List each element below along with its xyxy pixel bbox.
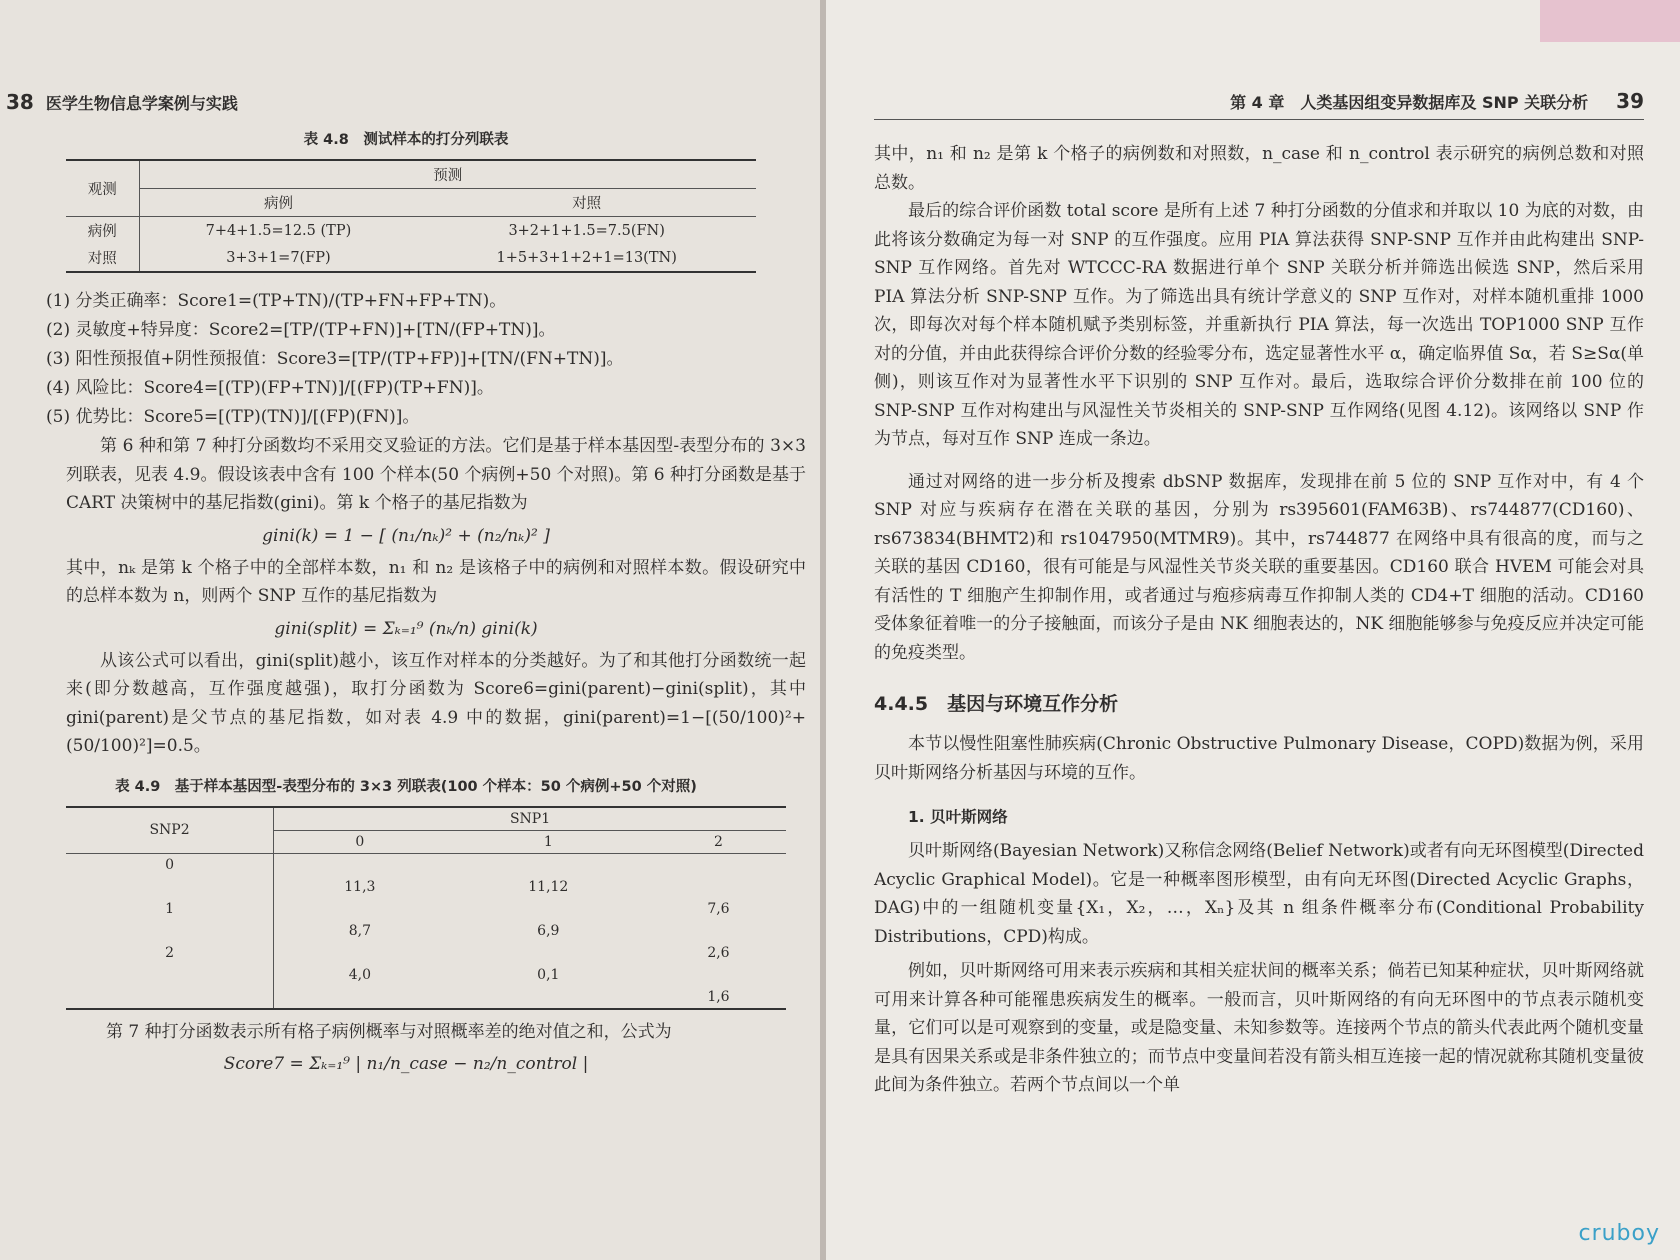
cell: 6,9 [537,922,560,939]
col-header: 0 [274,830,446,853]
gini-split-formula: gini(split) = Σₖ₌₁⁹ (nₖ/n) gini(k) [274,618,538,639]
score7-formula: Score7 = Σₖ₌₁⁹ | n₁/n_case − n₂/n_control | [223,1054,589,1074]
case-header: 病例 [139,189,417,217]
table-row [66,942,786,964]
paragraph: 其中，n₁ 和 n₂ 是第 k 个格子的病例数和对照数，n_case 和 n_control 表示研究的病例总数和对照总数。 [874,144,1644,193]
cell [274,898,446,920]
paragraph: 最后的综合评价函数 total score 是所有上述 7 种打分函数的分值求和并取以 10 为底的对数，由此将该分数确定为每一对 SNP 的互作强度。应用 PIA 算法获得 SNP-SNP 互作并由此构建出 SNP-SNP 互作网络。首先对 WTCCC-RA 数据进行单个 SNP 关联分析并筛选出候选 SNP，然后采用 PIA 算法分析 SNP-SNP 互作。为了筛选出具有统计学意义的 SNP 互作对，对样本随机重排 1000 次，即每次对每个样本随机赋予类别标签，并重新执行 PIA 算法，每一次选出 TOP1000 SNP 互作对的分值，并由此获得综合评价分数的经验零分布，选定显著性水平 α，确定临界值 Sα，若 S≥Sα(单侧)，则该互作对为显著性水平下识别的 SNP 互作对。最后，选取综合评价分数排在前 100 位的 SNP-SNP 互作对构建出与风湿性关节炎相关的 SNP-SNP 互作网络(见图 4.12)。该网络以 SNP 作为节点，每对互作 SNP 连成一条边。 [874,201,1644,449]
score-list [6,287,806,432]
cell: 1,6 [651,986,786,1009]
paragraph: 第 6 种和第 7 种打分函数均不采用交叉验证的方法。它们是基于样本基因型-表型分布的 3×3 列联表，见表 4.9。假设该表中含有 100 个样本(50 个病例+50 个对照)。第 6 种打分函数是基于 CART 决策树中的基尼指数(gini)。第 k 个格子的基尼指数为 [66,436,806,513]
cell [274,986,446,1009]
cell: 11,12 [528,878,569,895]
cell [446,853,651,876]
paragraph: 本节以慢性阻塞性肺疾病(Chronic Obstructive Pulmonary Disease，COPD)数据为例，采用贝叶斯网络分析基因与环境的互作。 [874,734,1644,783]
table-4-9-caption: 表 4.9 基于样本基因型-表型分布的 3×3 列联表(100 个样本：50 个病例+50 个对照) [115,778,697,795]
paragraph: 例如，贝叶斯网络可用来表示疾病和其相关症状间的概率关系；倘若已知某种症状，贝叶斯网络就可用来计算各种可能罹患疾病发生的概率。一般而言，贝叶斯网络的有向无环图中的节点表示随机变量，它们可以是可观察到的变量，或是隐变量、未知参数等。连接两个节点的箭头代表此两个随机变量是具有因果关系或是非条件独立的；而节点中变量间若没有箭头相互连接一起的情况就称其随机变量彼此间为条件独立。若两个节点间以一个单 [874,961,1644,1095]
score-item: (3) 阳性预报值+阴性预报值：Score3=[TP/(TP+FP)]+[TN/(FN+TN)]。 [46,349,624,369]
table-4-8 [66,159,756,273]
score-item: (4) 风险比：Score4=[(TP)(FP+TN)]/[(FP)(TP+FN)]。 [46,378,494,398]
row-control-label: 对照 [66,244,139,272]
paragraph: 通过对网络的进一步分析及搜索 dbSNP 数据库，发现排在前 5 位的 SNP 互作对中，有 4 个 SNP 对应与疾病存在潜在关联的基因，分别为 rs395601(FAM63B)、rs744877(CD160)、rs673834(BHMT2)和 rs1047950(MTMR9)。其中，rs744877 在网络中具有很高的度，而与之关联的基因 CD160，很有可能是与风湿性关节炎关联的重要基因。CD160 联合 HVEM 可能会对具有活性的 T 细胞产生抑制作用，或者通过与疱疹病毒互作抑制人类的 CD4+T 细胞的活动。CD160 受体象征着唯一的分子接触面，而该分子是由 NK 细胞表达的，NK 细胞能够参与免疫反应并决定可能的免疫类型。 [874,471,1644,663]
row-label: 2 [66,942,274,964]
cell [651,853,786,876]
row-label [66,964,274,986]
chapter-header: 第 4 章 人类基因组变异数据库及 SNP 关联分析 [1230,93,1589,112]
cell-tn: 1+5+3+1+2+1=13(TN) [417,244,756,272]
cell: 2,6 [707,944,730,961]
cell [651,964,786,986]
gini-formula: gini(k) = 1 − [ (n₁/nₖ)² + (n₂/nₖ)² ] [262,525,550,546]
background-fabric [1540,0,1680,42]
left-page-header [6,0,806,120]
right-page [826,0,1680,1260]
cell-tp: 7+4+1.5=12.5 (TP) [205,222,352,239]
cell: 0,1 [537,966,560,983]
cell: 7,6 [707,900,730,917]
paragraph: 第 7 种打分函数表示所有格子病例概率与对照概率差的绝对值之和，公式为 [106,1021,672,1042]
row-label [66,920,274,942]
cell [446,942,651,964]
table-row [66,986,786,1009]
paragraph: 其中，nₖ 是第 k 个格子中的全部样本数，n₁ 和 n₂ 是该格子中的病例和对照样本数。假设研究中的总样本数为 n，则两个 SNP 互作的基尼指数为 [66,557,806,606]
score-item: (2) 灵敏度+特异度：Score2=[TP/(TP+FN)]+[TN/(FP+TN)]。 [46,320,556,340]
table-4-8-caption: 表 4.8 测试样本的打分列联表 [303,132,509,148]
cell-fn: 3+2+1+1.5=7.5(FN) [508,222,665,239]
score-item: (5) 优势比：Score5=[(TP)(TN)]/[(FP)(FN)]。 [46,407,420,427]
cell: 4,0 [348,966,371,983]
paragraph: 贝叶斯网络(Bayesian Network)又称信念网络(Belief Network)或者有向无环图模型(Directed Acyclic Graphical Model)。它是一种概率图形模型，由有向无环图(Directed Acyclic Graphs，DAG)中的一组随机变量{X₁，X₂，…，Xₙ}及其 n 组条件概率分布(Conditional Probability Distributions，CPD)构成。 [874,841,1644,947]
cell-fp: 3+3+1=7(FP) [139,244,417,272]
table-row [66,964,786,986]
col-header: 1 [446,830,651,853]
control-header: 对照 [417,189,756,217]
table-4-9 [66,806,786,1010]
observe-header: 观测 [66,160,139,217]
table-row [66,898,786,920]
table-row [66,920,786,942]
right-page-header [874,0,1644,120]
row-label [66,986,274,1009]
left-page [0,0,826,1260]
section-heading: 4.4.5 基因与环境互作分析 [874,693,1119,715]
cell [446,898,651,920]
col-header: 2 [651,830,786,853]
cell [274,942,446,964]
watermark: cruboy [1578,1221,1660,1246]
paragraph: 从该公式可以看出，gini(split)越小，该互作对样本的分类越好。为了和其他打分函数统一起来(即分数越高，互作强度越强)，取打分函数为 Score6=gini(parent)−gini(split)，其中 gini(parent)是父节点的基尼指数，如对表 4.9 中的数据，gini(parent)=1−[(50/100)²+(50/100)²]=0.5。 [66,650,806,756]
cell: 8,7 [348,922,371,939]
row-label [66,876,274,898]
snp1-header: SNP1 [274,807,786,831]
page-number: 39 [1616,89,1644,113]
table-row [66,853,786,876]
predict-header: 预测 [139,160,756,189]
cell: 11,3 [344,878,376,895]
subsection-heading: 1. 贝叶斯网络 [908,808,1008,826]
page-number: 38 [6,90,34,114]
cell [651,920,786,942]
row-label: 0 [66,853,274,876]
score-item: (1) 分类正确率：Score1=(TP+TN)/(TP+FN+FP+TN)。 [46,291,507,311]
cell [651,876,786,898]
row-case-label: 病例 [66,217,139,245]
cell [274,853,446,876]
table-row [66,876,786,898]
snp2-header: SNP2 [66,807,274,854]
book-title: 医学生物信息学案例与实践 [45,94,238,113]
cell [446,986,651,1009]
row-label: 1 [66,898,274,920]
